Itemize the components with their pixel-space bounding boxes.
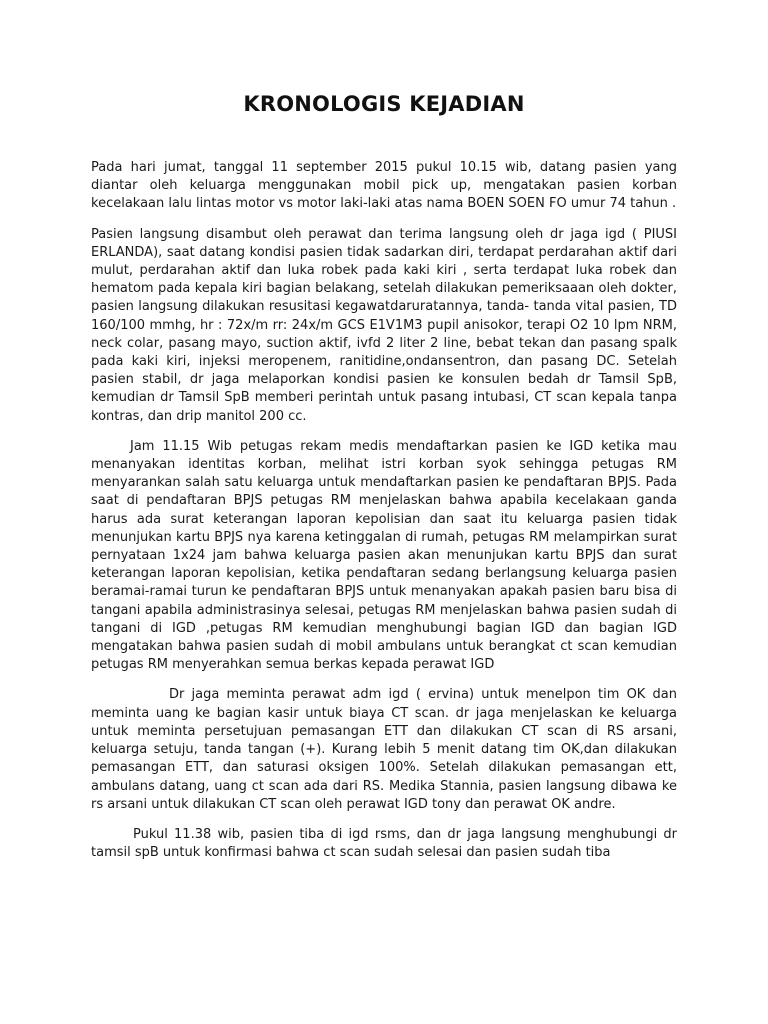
paragraph-arrival: Pada hari jumat, tanggal 11 september 2015 pukul 10.15 wib, datang pasien yang diantar oleh keluarga menggunakan mobil pick up, mengatakan pasien korban kecelakaan lalu lintas motor vs motor laki-laki atas nama BOEN SOEN FO umur 74 tahun . [91, 160, 677, 212]
document-title: KRONOLOGIS KEJADIAN [243, 92, 525, 116]
document-body [91, 159, 677, 874]
paragraph-registration: Jam 11.15 Wib petugas rekam medis mendaftarkan pasien ke IGD ketika mau menanyakan identitas korban, melihat istri korban syok sehingga petugas RM menyarankan salah satu keluarga untuk mendaftarkan pasien ke pendaftaran BPJS. Pada saat di pendaftaran BPJS petugas RM menjelaskan bahwa apabila kecelakaan ganda harus ada surat keterangan laporan kepolisian dan saat itu keluarga pasien tidak menunjukan kartu BPJS nya karena ketinggalan di rumah, petugas RM melampirkan surat pernyataan 1x24 jam bahwa keluarga pasien akan menunjukan kartu BPJS dan surat keterangan laporan kepolisian, ketika pendaftaran sedang berlangsung keluarga pasien beramai-ramai turun ke pendaftaran BPJS untuk menanyakan apakah pasien baru bisa di tangani apabila administrasinya selesai, petugas RM menjelaskan bahwa pasien sudah di tangani di IGD ,petugas RM kemudian menghubungi bagian IGD dan bagian IGD mengatakan bahwa pasien sudah di mobil ambulans untuk berangkat ct scan kemudian petugas RM menyerahkan semua berkas kepada perawat IGD [91, 438, 677, 673]
paragraph-return: Pukul 11.38 wib, pasien tiba di igd rsms, dan dr jaga langsung menghubungi dr tamsil spB untuk konfirmasi bahwa ct scan sudah selesai dan pasien sudah tiba [91, 826, 677, 861]
paragraph-ct-scan-preparation: Dr jaga meminta perawat adm igd ( ervina) untuk menelpon tim OK dan meminta uang ke bagian kasir untuk biaya CT scan. dr jaga menjelaskan ke keluarga untuk meminta persetujuan pemasangan ETT dan dilakukan CT scan di RS arsani, keluarga setuju, tanda tangan (+). Kurang lebih 5 menit datang tim OK,dan dilakukan pemasangan ETT, dan saturasi oksigen 100%. Setelah dilakukan pemasangan ett, ambulans datang, uang ct scan ada dari RS. Medika Stannia, pasien langsung dibawa ke rs arsani untuk dilakukan CT scan oleh perawat IGD tony dan perawat OK andre. [91, 687, 677, 812]
paragraph-initial-treatment: Pasien langsung disambut oleh perawat dan terima langsung oleh dr jaga igd ( PIUSI ERLANDA), saat datang kondisi pasien tidak sadarkan diri, terdapat perdarahan aktif dari mulut, perdarahan aktif dan luka robek pada kaki kiri , serta terdapat luka robek dan hematom pada kepala kiri bagian belakang, setelah dilakukan pemeriksaaan oleh dokter, pasien langsung dilakukan resusitasi kegawatdaruratannya, tanda- tanda vital pasien, TD 160/100 mmhg, hr : 72x/m rr: 24x/m GCS E1V1M3 pupil anisokor, terapi O2 10 lpm NRM, neck colar, pasang mayo, suction aktif, ivfd 2 liter 2 line, bebat tekan dan pasang spalk pada kaki kiri, injeksi meropenem, ranitidine,ondansentron, dan pasang DC. Setelah pasien stabil, dr jaga melaporkan kondisi pasien ke konsulen bedah dr Tamsil SpB, kemudian dr Tamsil SpB memberi perintah untuk pasang intubasi, CT scan kepala tanpa kontras, dan drip manitol 200 cc. [91, 226, 677, 424]
